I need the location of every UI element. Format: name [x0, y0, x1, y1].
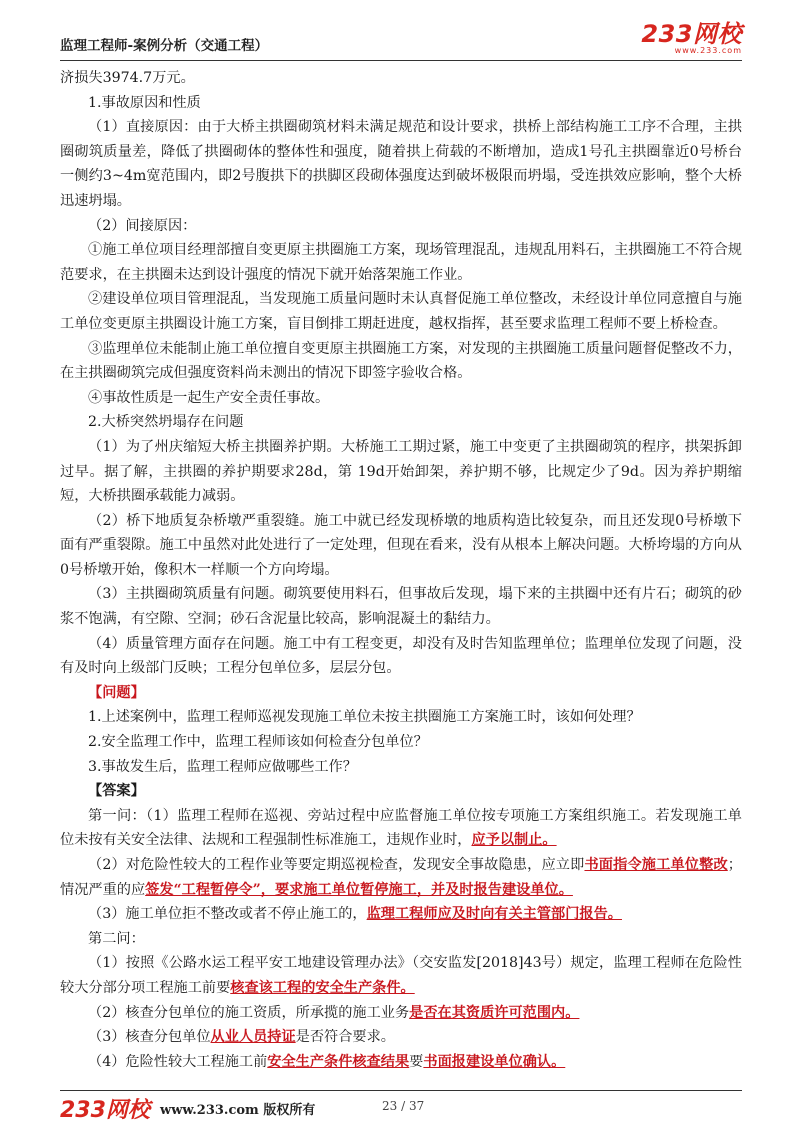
- section-heading-problems: 2.大桥突然坍塌存在问题: [88, 414, 244, 431]
- answer-1-paragraph-1: [60, 804, 742, 853]
- logo-url: www.233.com: [674, 46, 742, 55]
- logo-text: 233网校: [641, 20, 742, 48]
- answer-text: （3）核查分包单位: [88, 1029, 211, 1046]
- highlight-text: 应予以制止。: [471, 832, 557, 849]
- paragraph-problem-1: （1）为了州庆缩短大桥主拱圈养护期。大桥施工工期过紧，施工中变更了主拱圈砌筑的程序，拱架拆卸过早。据了解，主拱圈的养护期要求28d，第 19d开始卸架，养护期不够，比规定少了9d。因为养护期缩短，大桥拱圈承载能力减弱。: [60, 438, 742, 505]
- answer-text: ；情况严重的应: [60, 857, 742, 898]
- question-3: 3.事故发生后，监理工程师应做哪些工作？: [88, 758, 357, 775]
- answer-2-heading: 第二问：: [88, 930, 145, 947]
- paragraph-indirect-cause-heading: （2）间接原因：: [88, 217, 197, 234]
- answer-text: （1）按照《公路水运工程平安工地建设管理办法》（交安监发[2018]43号）规定，监理工程师在危险性较大分部分项工程施工前要: [60, 955, 742, 996]
- paragraph-indirect-1: ①施工单位项目经理部擅自变更原主拱圈施工方案，现场管理混乱，违规乱用料石，主拱圈施工不符合规范要求，在主拱圈未达到设计强度的情况下就开始落架施工作业。: [60, 242, 742, 283]
- footer-copyright: www.233.com 版权所有: [160, 1103, 316, 1118]
- paragraph-problem-2: （2）桥下地质复杂桥墩严重裂缝。施工中就已经发现桥墩的地质构造比较复杂，而且还发现0号桥墩下面有严重裂隙。施工中虽然对此处进行了一定处理，但现在看来，没有从根本上解决问题。大桥垮塌的方向从0号桥墩开始，像积木一样顺一个方向垮塌。: [60, 512, 742, 578]
- page-footer: [60, 1090, 742, 1121]
- answer-2-paragraph-1: [60, 951, 742, 1000]
- answer-2-paragraph-3: [60, 1025, 742, 1050]
- highlight-text: 签发“工程暂停令”，要求施工单位暂停施工，并及时报告建设单位。: [145, 881, 573, 898]
- answer-text: （4）危险性较大工程施工前: [88, 1053, 268, 1070]
- highlight-text: 书面指令施工单位整改: [584, 857, 728, 873]
- question-1: 1.上述案例中，监理工程师巡视发现施工单位未按主拱圈施工方案施工时，该如何处理？: [88, 709, 641, 726]
- paragraph-loss: 济损失3974.7万元。: [60, 70, 195, 86]
- question-heading: 【问题】: [88, 684, 145, 701]
- answer-text: 第一问：（1）监理工程师在巡视、旁站过程中应监督施工单位按专项施工方案组织施工。若发现施工单位未按有关安全法律、法规和工程强制性标准施工，违规作业时，: [60, 807, 742, 849]
- highlight-text: 是否在其资质许可范围内。: [409, 1004, 580, 1021]
- answer-1-paragraph-3: [60, 902, 742, 927]
- paragraph-problem-4: （4）质量管理方面存在问题。施工中有工程变更，却没有及时告知监理单位；监理单位发现了问题，没有及时向上级部门反映；工程分包单位多，层层分包。: [60, 635, 742, 677]
- paragraph-nature: ④事故性质是一起生产安全责任事故。: [88, 389, 330, 406]
- answer-text: 是否符合要求。: [295, 1029, 395, 1046]
- footer-logo: 233网校: [60, 1098, 150, 1123]
- answer-2-paragraph-4: [60, 1050, 742, 1075]
- answer-2-paragraph-2: [60, 1001, 742, 1026]
- paragraph-indirect-3: ③监理单位未能制止施工单位擅自变更原主拱圈施工方案，对发现的主拱圈施工质量问题督促整改不力，在主拱圈砌筑完成但强度资料尚未测出的情况下即签字验收合格。: [60, 340, 742, 382]
- header-title: 监理工程师-案例分析（交通工程）: [60, 38, 269, 54]
- highlight-text: 安全生产条件核查结果: [267, 1053, 410, 1070]
- section-heading-causes: 1.事故原因和性质: [88, 94, 201, 111]
- page-header: [60, 22, 742, 61]
- answer-heading: 【答案】: [88, 783, 145, 800]
- page-number: 23 / 37: [382, 1099, 425, 1113]
- answer-text: 要: [409, 1053, 424, 1070]
- document-body: [60, 66, 742, 1074]
- highlight-text: 从业人员持证: [210, 1029, 296, 1046]
- question-2: 2.安全监理工作中，监理工程师该如何检查分包单位？: [88, 734, 428, 751]
- answer-text: （2）对危险性较大的工程作业等要定期巡视检查，发现安全事故隐患，应立即: [88, 857, 585, 873]
- answer-text: （2）核查分包单位的施工资质，所承揽的施工业务: [88, 1004, 410, 1021]
- answer-1-paragraph-2: [60, 853, 742, 902]
- paragraph-indirect-2: ②建设单位项目管理混乱，当发现施工质量问题时未认真督促施工单位整改，未经设计单位同意擅自与施工单位变更原主拱圈设计施工方案，盲目倒排工期赶进度，越权指挥，甚至要求监理工程师不要上桥检查。: [60, 291, 742, 332]
- brand-logo: [641, 22, 742, 56]
- highlight-text: 书面报建设单位确认。: [423, 1053, 566, 1070]
- answer-text: （3）施工单位拒不整改或者不停止施工的，: [88, 906, 367, 923]
- paragraph-direct-cause: （1）直接原因：由于大桥主拱圈砌筑材料未满足规范和设计要求，拱桥上部结构施工工序不合理，主拱圈砌筑质量差，降低了拱圈砌体的整体性和强度，随着拱上荷载的不断增加，造成1号孔主拱圈靠近0号桥台一侧约3~4m宽范围内，即2号腹拱下的拱脚区段砌体强度达到破坏极限而坍塌，受连拱效应影响，整个大桥迅速坍塌。: [60, 119, 742, 209]
- highlight-text: 监理工程师应及时向有关主管部门报告。: [366, 906, 622, 923]
- paragraph-problem-3: （3）主拱圈砌筑质量有问题。砌筑要使用料石，但事故后发现，塌下来的主拱圈中还有片石；砌筑的砂浆不饱满，有空隙、空洞；砂石含泥量比较高，影响混凝土的黏结力。: [60, 586, 742, 628]
- highlight-text: 核查该工程的安全生产条件。: [230, 979, 415, 996]
